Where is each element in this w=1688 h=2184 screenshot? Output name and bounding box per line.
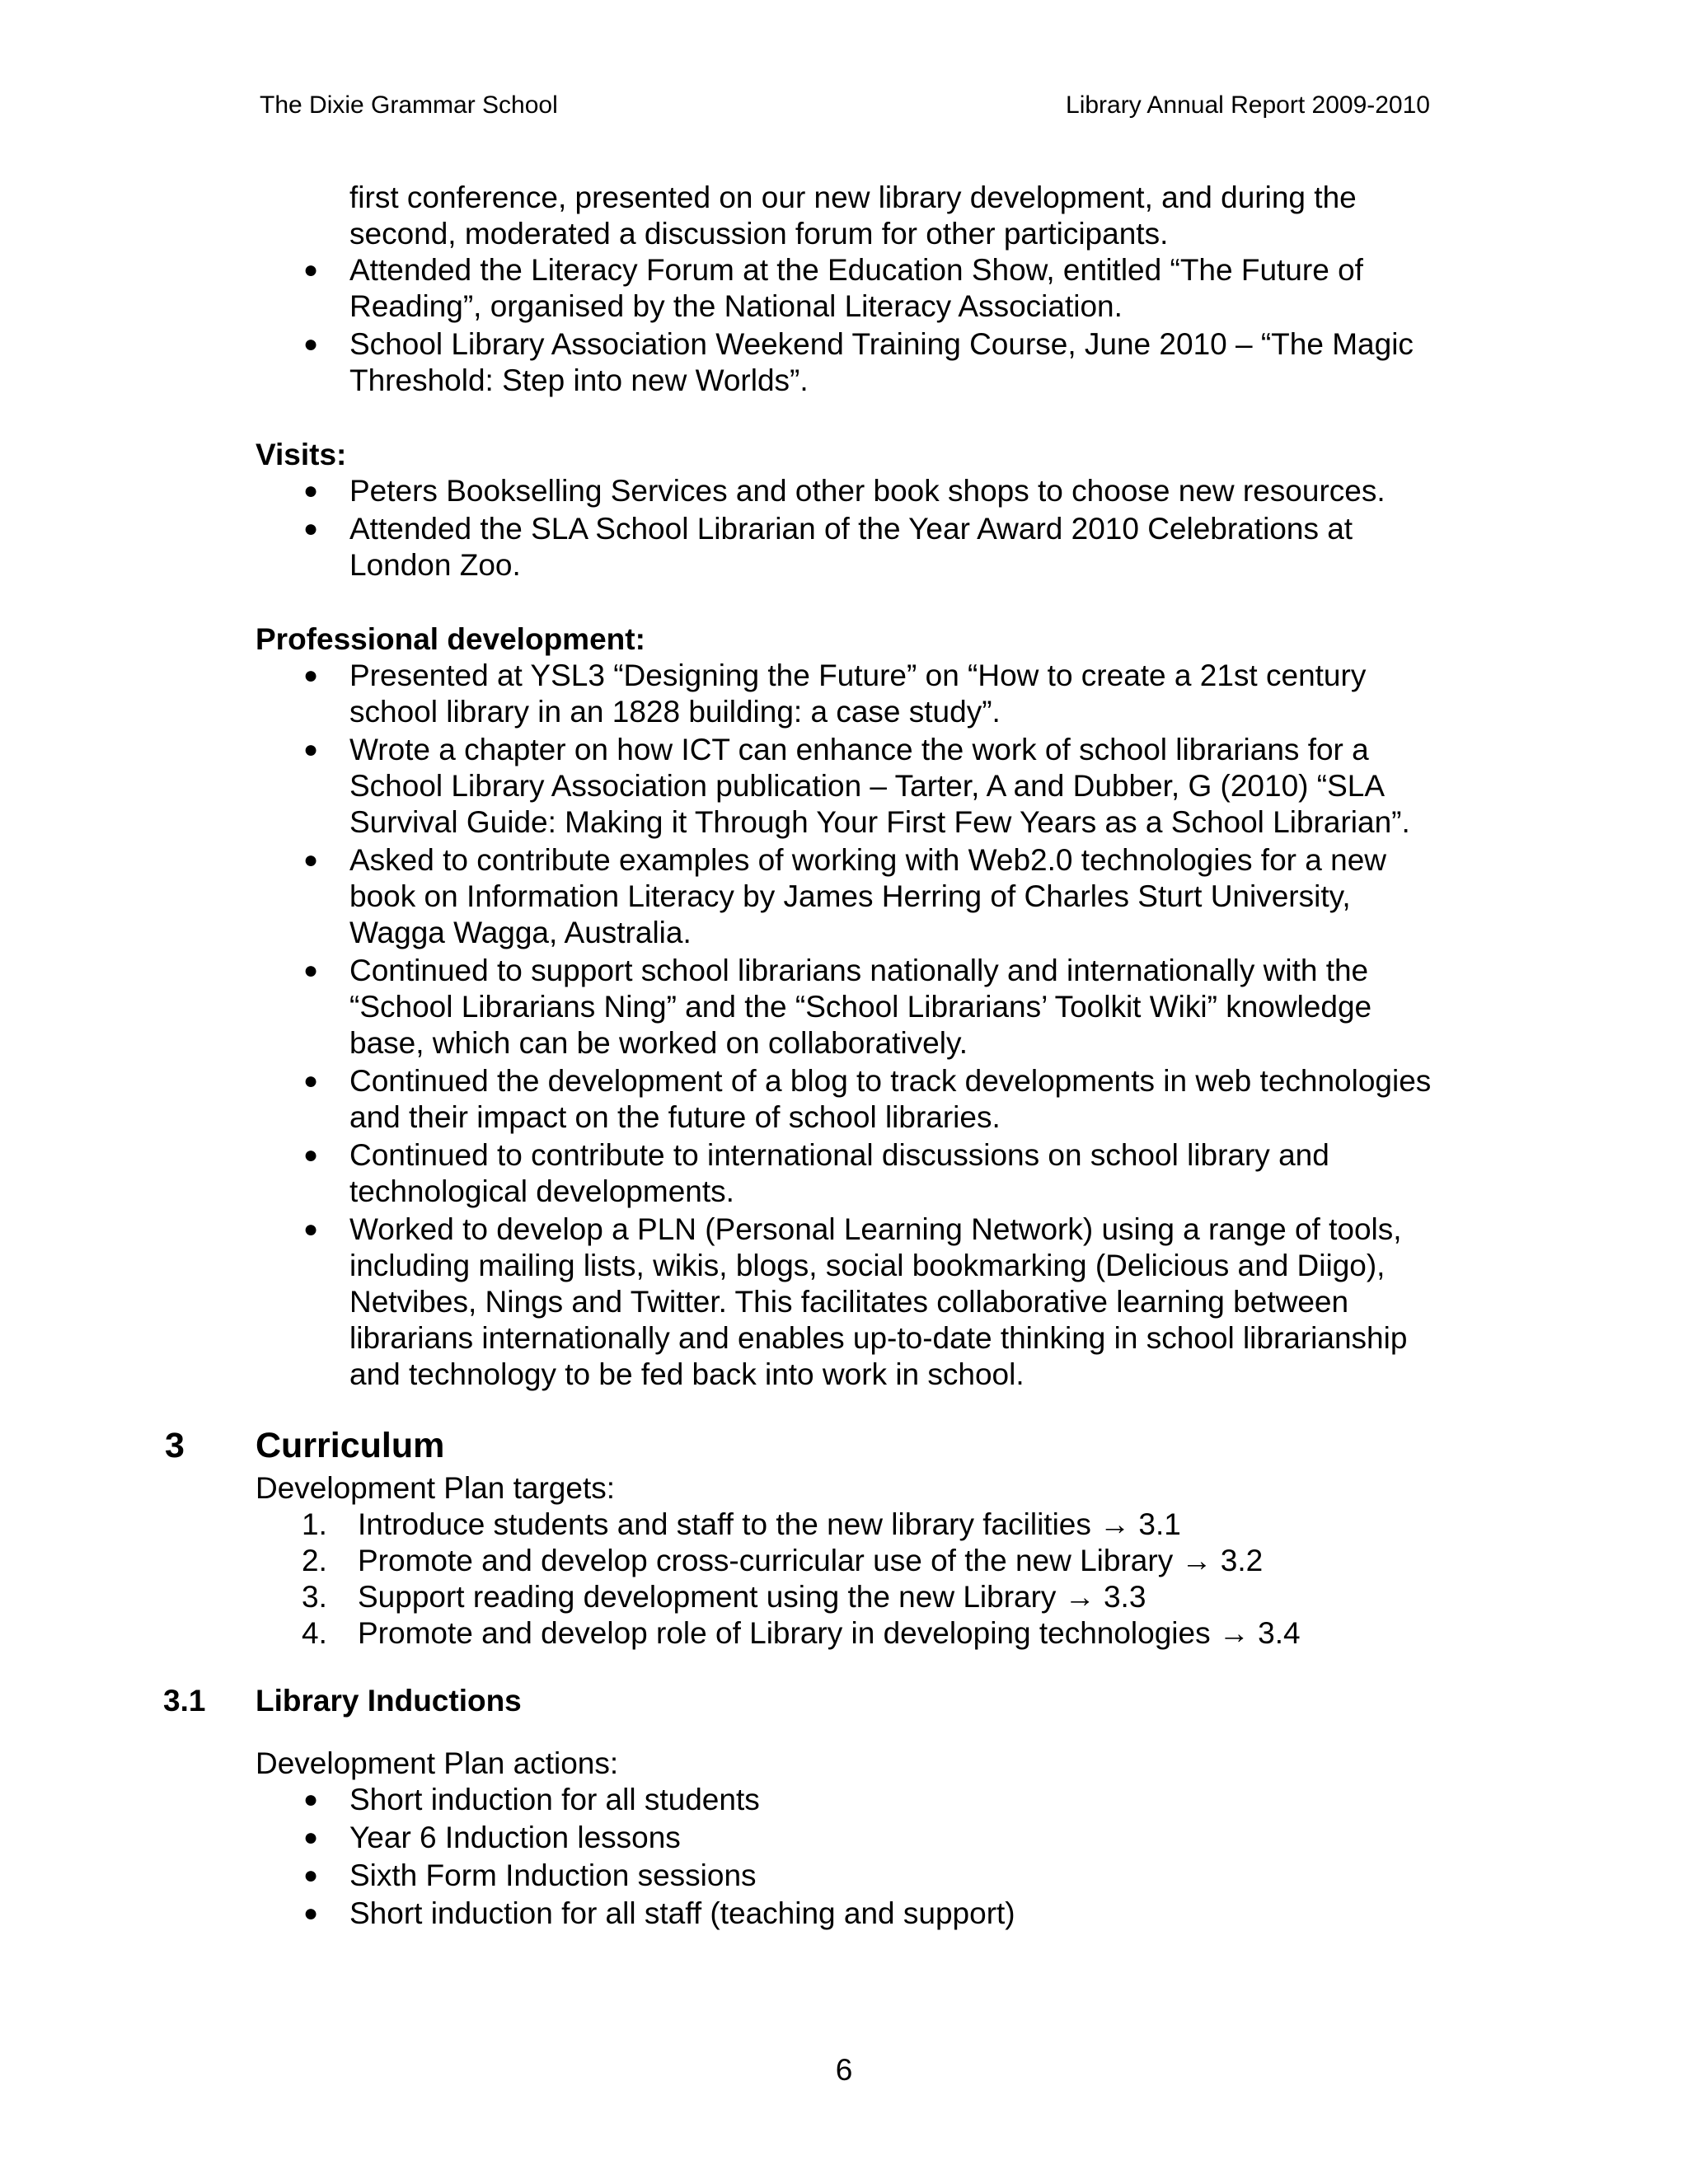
list-item-text: Promote and develop cross-curricular use of the new Library → 3.2 bbox=[358, 1544, 1264, 1577]
list-item-text: Year 6 Induction lessons bbox=[349, 1821, 681, 1854]
list-item-text: Support reading development using the new Library → 3.3 bbox=[358, 1580, 1146, 1614]
bullet-icon: ● bbox=[303, 477, 319, 504]
list-item bbox=[0, 1579, 1688, 1615]
list-item bbox=[0, 1615, 1688, 1652]
bullet-icon: ● bbox=[303, 1862, 319, 1889]
list-number: 1. bbox=[302, 1507, 327, 1541]
actions-intro: Development Plan actions: bbox=[256, 1746, 619, 1780]
section-3-heading bbox=[0, 1421, 1688, 1470]
list-item bbox=[0, 1507, 1688, 1543]
list-item bbox=[0, 1858, 1446, 1894]
list-item-text: Worked to develop a PLN (Personal Learning Network) using a range of tools, including mailing lists, wikis, blogs, social bookmarking (Delicious and Diigo), Netvibes, Nings and Twitter. This facilitates collaborative learning between librarians internationally and enables up-to-date thinking in school librarianship and technology to be fed back into work in school. bbox=[349, 1212, 1408, 1391]
list-item-text: Peters Bookselling Services and other book shops to choose new resources. bbox=[349, 474, 1386, 508]
list-item bbox=[0, 1782, 1446, 1818]
bullet-icon: ● bbox=[303, 1900, 319, 1927]
visits-list bbox=[0, 473, 1688, 583]
list-item-text: Presented at YSL3 “Designing the Future” on “How to create a 21st century school library in an 1828 building: a case study”. bbox=[349, 658, 1367, 729]
bullet-icon: ● bbox=[303, 1067, 319, 1094]
list-item-text: School Library Association Weekend Training Course, June 2010 – “The Magic Threshold: Step into new Worlds”. bbox=[349, 327, 1414, 397]
bullet-icon: ● bbox=[303, 256, 319, 284]
visits-heading: Visits: bbox=[256, 438, 347, 471]
list-item bbox=[0, 252, 1446, 325]
list-item bbox=[0, 1820, 1446, 1856]
header-school-name: The Dixie Grammar School bbox=[260, 91, 558, 119]
bullet-icon: ● bbox=[303, 957, 319, 984]
list-item bbox=[0, 1896, 1446, 1932]
section-3-1-heading bbox=[0, 1681, 1688, 1721]
list-item bbox=[0, 1543, 1688, 1579]
list-number: 3. bbox=[302, 1580, 327, 1614]
list-item bbox=[0, 511, 1446, 583]
conferences-list bbox=[0, 252, 1688, 399]
page-content bbox=[0, 180, 1688, 1933]
list-item bbox=[0, 1063, 1446, 1136]
page-number: 6 bbox=[835, 2053, 853, 2087]
bullet-icon: ● bbox=[303, 515, 319, 542]
list-item-text: Introduce students and staff to the new library facilities → 3.1 bbox=[358, 1507, 1181, 1541]
list-item bbox=[0, 326, 1446, 399]
list-item-text: Attended the Literacy Forum at the Education Show, entitled “The Future of Reading”, organised by the National Literacy Association. bbox=[349, 253, 1363, 323]
list-item bbox=[0, 953, 1446, 1062]
professional-development-heading: Professional development: bbox=[256, 622, 645, 656]
list-item bbox=[0, 658, 1446, 730]
bullet-icon: ● bbox=[303, 1786, 319, 1813]
list-item bbox=[0, 1212, 1446, 1393]
bullet-icon: ● bbox=[303, 846, 319, 874]
list-item-text: Promote and develop role of Library in developing technologies → 3.4 bbox=[358, 1616, 1301, 1650]
list-item-text: Short induction for all staff (teaching and support) bbox=[349, 1896, 1015, 1930]
list-item-text: Wrote a chapter on how ICT can enhance the work of school librarians for a School Library Association publication – Tarter, A and Dubber, G (2010) “SLA Survival Guide: Making it Through Your First Few Years as a School Librarian”. bbox=[349, 733, 1410, 839]
targets-list bbox=[0, 1507, 1688, 1652]
bullet-icon: ● bbox=[303, 662, 319, 689]
list-item-text: Continued to contribute to international discussions on school library and technological developments. bbox=[349, 1138, 1329, 1208]
targets-intro: Development Plan targets: bbox=[256, 1471, 616, 1505]
list-item bbox=[0, 1137, 1446, 1210]
professional-development-list bbox=[0, 658, 1688, 1393]
bullet-icon: ● bbox=[303, 1216, 319, 1243]
subsection-number: 3.1 bbox=[163, 1684, 206, 1718]
section-title: Curriculum bbox=[256, 1426, 445, 1465]
list-number: 2. bbox=[302, 1544, 327, 1577]
conference-continuation: first conference, presented on our new library development, and during the second, moderated a discussion forum for other participants. bbox=[349, 180, 1357, 251]
bullet-icon: ● bbox=[303, 1824, 319, 1851]
list-number: 4. bbox=[302, 1616, 327, 1650]
bullet-icon: ● bbox=[303, 1141, 319, 1169]
list-item-text: Continued to support school librarians nationally and internationally with the “School Librarians Ning” and the “School Librarians’ Toolkit Wiki” knowledge base, which can be worked on collaboratively. bbox=[349, 954, 1372, 1060]
list-item bbox=[0, 473, 1446, 509]
list-item-text: Short induction for all students bbox=[349, 1783, 760, 1816]
header-report-title: Library Annual Report 2009-2010 bbox=[1066, 91, 1430, 119]
list-item-text: Asked to contribute examples of working with Web2.0 technologies for a new book on Information Literacy by James Herring of Charles Sturt University, Wagga Wagga, Australia. bbox=[349, 843, 1386, 949]
list-item-text: Continued the development of a blog to track developments in web technologies and their impact on the future of school libraries. bbox=[349, 1064, 1432, 1134]
list-item bbox=[0, 732, 1446, 841]
bullet-icon: ● bbox=[303, 330, 319, 358]
list-item-text: Attended the SLA School Librarian of the Year Award 2010 Celebrations at London Zoo. bbox=[349, 512, 1353, 582]
list-item bbox=[0, 842, 1446, 951]
bullet-icon: ● bbox=[303, 736, 319, 763]
list-item-text: Sixth Form Induction sessions bbox=[349, 1858, 757, 1892]
induction-actions-list bbox=[0, 1782, 1688, 1932]
subsection-title: Library Inductions bbox=[256, 1684, 522, 1718]
section-number: 3 bbox=[165, 1426, 185, 1465]
